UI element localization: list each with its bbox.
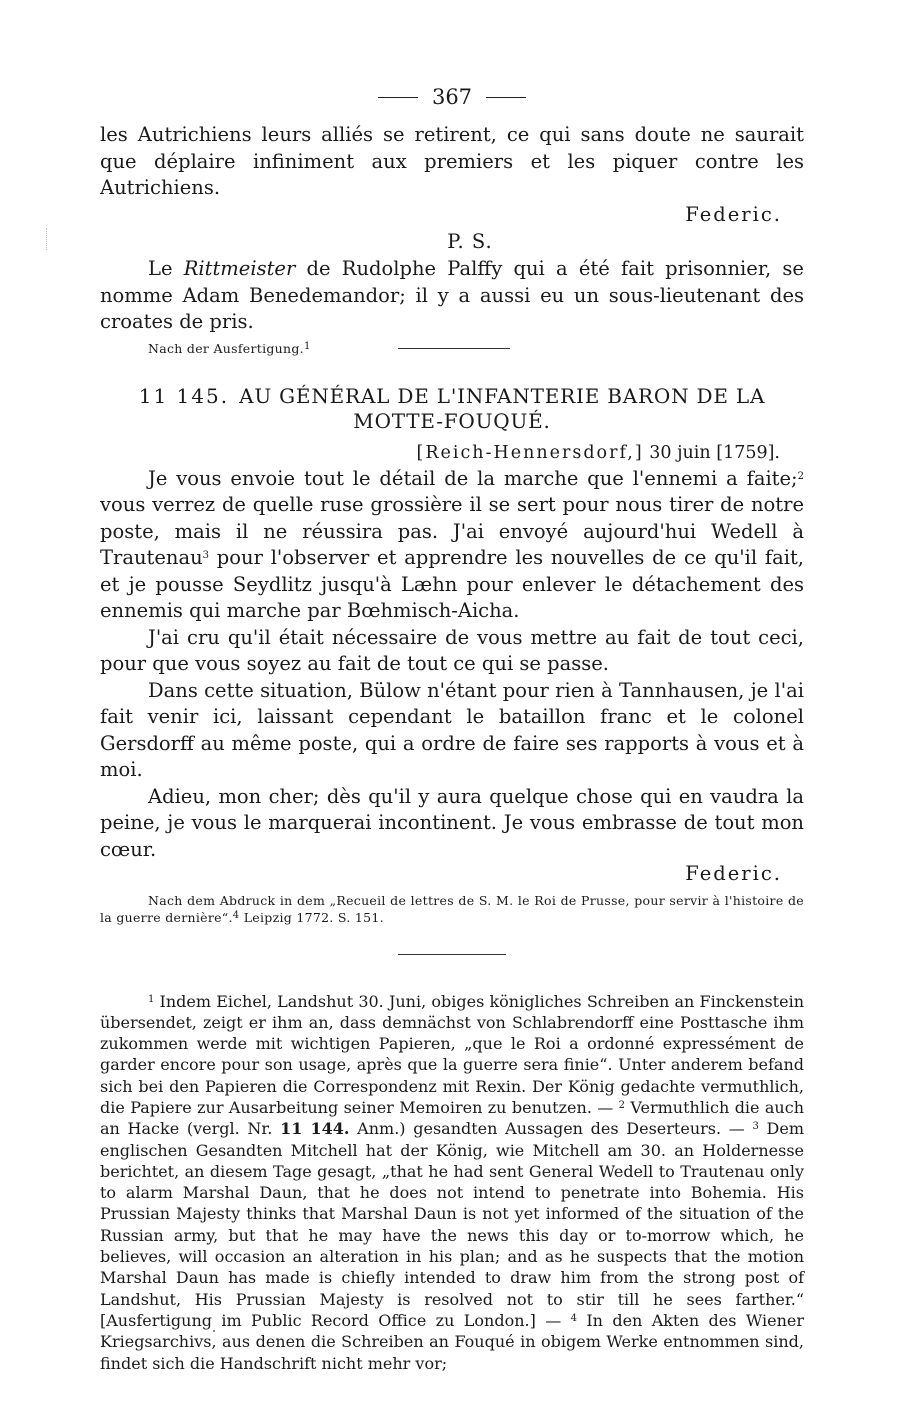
letter-paragraph-4: Adieu, mon cher; dès qu'il y aura quelque chose qui en vaudra la peine, je vous le marquerai incontinent. Je vous embrasse de tout mon cœur. bbox=[100, 784, 804, 861]
footnotes bbox=[100, 991, 804, 1374]
previous-letter-continuation: les Autrichiens leurs alliés se retirent, ce qui sans doute ne saurait que déplaire infiniment aux premiers et les piquer contre les Autrichiens. bbox=[100, 123, 804, 199]
letter-signature: Federic. bbox=[685, 862, 782, 885]
page-header bbox=[100, 82, 804, 112]
letter-paragraph-1: Je vous envoie tout le détail de la marche que l'ennemi a faite;$^2$ vous verrez de quelle ruse grossière il se sert pour nous tirer de notre poste, mais il ne réussira pas. J'ai envoyé aujourd'hui Wedell à Trautenau$^3$ pour l'observer et apprendre les nouvelles de ce qu'il fait, et je pousse Seydlitz jusqu'à Læhn pour enlever le détachement des ennemis qui marche par Bœhmisch-Aicha. bbox=[100, 466, 804, 622]
footnote-4: In den Akten des Wiener Kriegsarchivs, aus denen die Schreiben an Fouqué in obigem Werke entnommen sind, findet sich die Handschrift nicht mehr vor; bbox=[100, 1310, 805, 1373]
footnote-block: $^1$ Indem Eichel, Landshut 30. Juni, obiges königliches Schreiben an Finckenstein übersendet, zeigt er ihm an, dass demnächst von Schlabrendorff eine Posttasche ihm zukommen werde mit wichtigen Papieren, „que le Roi a ordonné expressément de garder encore pour son usage, après que la guerre sera finie“. Unter anderem befand sich bei den Papieren die Correspondenz mit Rexin. Der König gedachte vermuthlich, die Papiere zur Ausarbeitung seiner Memoiren zu benutzen. — $^2$ Vermuthlich die auch an Hacke (vergl. Nr. 11 144. Anm.) gesandten Aussagen des Deserteurs. — $^3$ Dem englischen Gesandten Mitchell hat der König, wie Mitchell am 30. an Holdernesse berichtet, an diesem Tage gesagt, „that he had sent General Wedell to Trautenau only to alarm Marshal Daun, that he does not intend to penetrate into Bohemia. His Prussian Majesty thinks that Marshal Daun is not yet informed of the situation of the Russian army, but that he may have the news this day or to-morrow which, he believes, will occasion an alteration in his plan; and as he suspects that the motion Marshal Daun has made is chiefly intended to draw him from the strong post of Landshut, His Prussian Majesty is resolved not to stir till he sees farther.“ [Ausfertigung im Public Record Office zu London.] — $^4$ In den Akten des Wiener Kriegsarchivs, aus denen die Schreiben an Fouqué in obigem Werke entnommen sind, findet sich die Handschrift nicht mehr vor; bbox=[100, 991, 805, 1373]
page-number: 367 bbox=[431, 85, 473, 109]
header-rule-left bbox=[378, 97, 418, 98]
postscript-heading: P. S. bbox=[447, 230, 493, 253]
letter-source: Nach dem Abdruck in dem „Recueil de lettres de S. M. le Roi de Prusse, pour servir à l'histoire de la guerre dernière“.$^4$ Leipzig 1772. S. 151. bbox=[100, 892, 804, 925]
header-rule-right bbox=[486, 97, 526, 98]
section-separator bbox=[398, 348, 510, 349]
footnote-2: Vermuthlich die auch an Hacke (vergl. Nr. bbox=[100, 1097, 805, 1139]
letter-heading bbox=[100, 384, 804, 434]
letter-paragraph-2: J'ai cru qu'il était nécessaire de vous mettre au fait de tout ceci, pour que vous soyez au fait de tout ce qui se passe. bbox=[100, 625, 804, 675]
letter-dateline bbox=[100, 440, 804, 466]
footnote-separator bbox=[398, 954, 506, 955]
letter-place: [Reich-Hennersdorf,] bbox=[416, 442, 644, 463]
postscript-text: Le Rittmeister de Rudolphe Palffy qui a été fait prisonnier, se nomme Adam Benedemandor; il y a aussi eu un sous-lieutenant des croates de pris. bbox=[100, 257, 804, 333]
letter-number: 11 145. bbox=[138, 383, 230, 408]
letter-paragraph-3: Dans cette situation, Bülow n'étant pour rien à Tannhausen, je l'ai fait venir ici, laissant cependant le bataillon franc et le colonel Gersdorff au même poste, qui a ordre de faire ses rapports à vous et à moi. bbox=[100, 678, 804, 781]
previous-letter-signature: Federic. bbox=[685, 202, 782, 226]
previous-letter-source: Nach der Ausfertigung.$^1$ bbox=[148, 340, 311, 356]
letter-title-line1: AU GÉNÉRAL DE L'INFANTERIE BARON DE LA bbox=[239, 383, 766, 408]
footnote-3: Dem englischen Gesandten Mitchell hat der König, wie Mitchell am 30. an Holdernesse berichtet, an diesem Tage gesagt, „that he had sent General Wedell to Trautenau only to alarm Marshal Daun, that he does not intend to penetrate into Bohemia. His Prussian Majesty thinks that Marshal Daun is not yet informed of the situation of the Russian army, but that he may have the news this day or to-morrow which, he believes, will occasion an alteration in his plan; and as he suspects that the motion Marshal Daun has made is chiefly intended to draw him from the strong post of Landshut, His Prussian Majesty is resolved not to stir till he sees farther.“ [Ausfertigung im Public Record Office zu London.] — bbox=[100, 1119, 804, 1330]
stray-dot bbox=[213, 1330, 215, 1332]
margin-mark bbox=[46, 228, 49, 250]
footnote-1: Indem Eichel, Landshut 30. Juni, obiges königliches Schreiben an Finckenstein übersendet, zeigt er ihm an, dass demnächst von Schlabrendorff eine Posttasche ihm zukommen werde mit wichtigen Papieren, „que le Roi a ordonné expressément de garder encore pour son usage, après que la guerre sera finie“. Unter anderem befand sich bei den Papieren die Correspondenz mit Rexin. Der König gedachte vermuthlich, die Papiere zur Ausarbeitung seiner Memoiren zu benutzen. — bbox=[100, 991, 804, 1117]
page bbox=[100, 82, 804, 1374]
letter-title-line2: MOTTE-FOUQUÉ. bbox=[353, 408, 551, 433]
rittmeister-italic: Rittmeister bbox=[183, 257, 296, 280]
letter-date: 30 juin [1759]. bbox=[649, 442, 780, 463]
